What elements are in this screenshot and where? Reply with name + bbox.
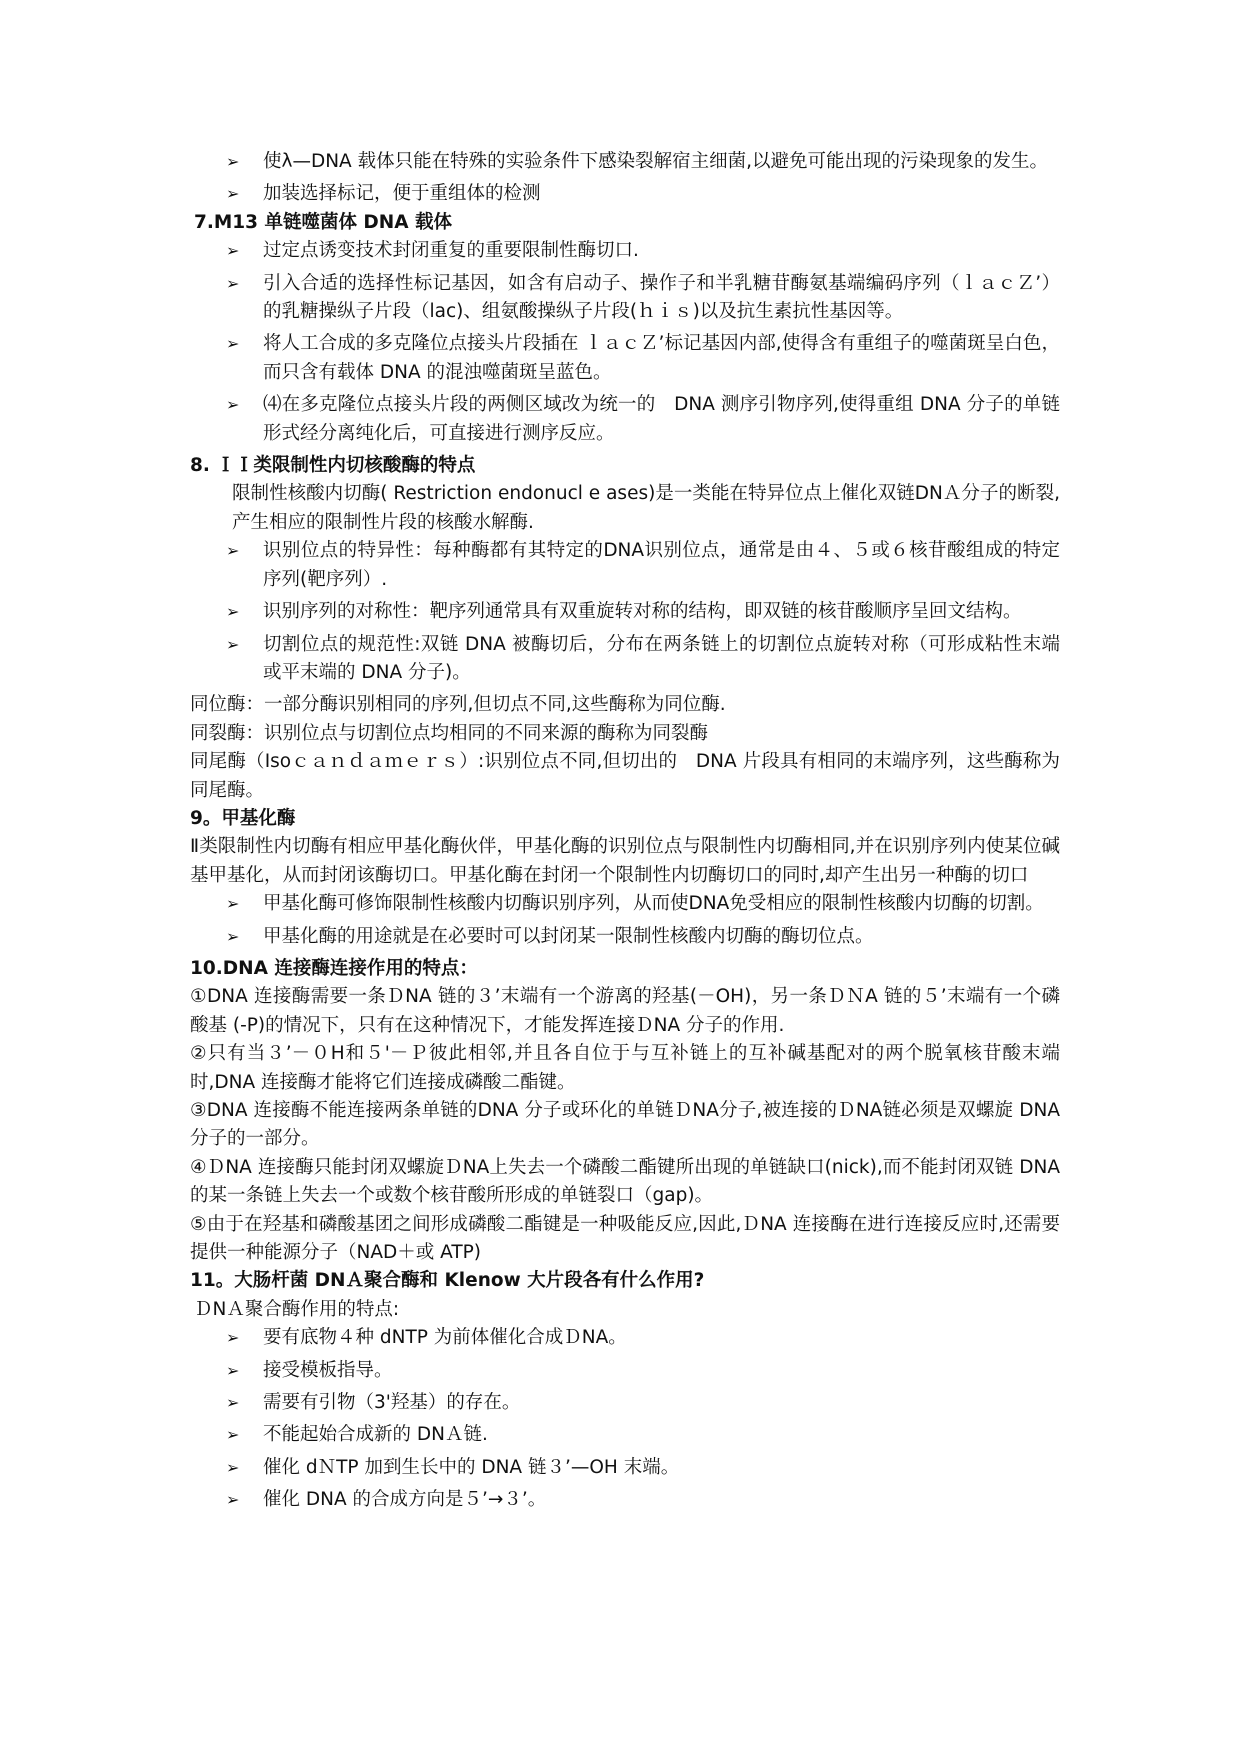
section-7-heading: 7.M13 单链噬菌体 DNA 载体: [194, 211, 453, 233]
list-item: ➢ 甲基化酶可修饰限制性核酸内切酶识别序列，从而使DNA免受相应的限制性核酸内切酶的切割。: [190, 890, 1060, 918]
section-9-intro: Ⅱ类限制性内切酶有相应甲基化酶伙伴，甲基化酶的识别位点与限制性内切酶相同,并在识别序列内使某位碱基甲基化，从而封闭该酶切口。甲基化酶在封闭一个限制性内切酶切口的同时,却产生出另一种酶的切口: [190, 836, 1060, 886]
section-11-intro: ＤNＡ聚合酶作用的特点:: [194, 1298, 400, 1320]
section-10-item: ⑤由于在羟基和磷酸基团之间形成磷酸二酯键是一种吸能反应,因此,ＤNA 连接酶在进行连接反应时,还需要提供一种能源分子（NAD＋或 ATP): [190, 1213, 1060, 1264]
section-8-heading: 8. ＩＩ类限制性内切核酸酶的特点: [190, 455, 476, 477]
definition-isozyme: 同位酶：一部分酶识别相同的序列,但切点不同,这些酶称为同位酶.: [190, 694, 726, 716]
arrow-bullet-icon: ➢: [226, 334, 240, 354]
list-item: ➢ 加装选择标记，便于重组体的检测: [190, 180, 1060, 208]
list-item: ➢ 识别序列的对称性：靶序列通常具有双重旋转对称的结构，即双链的核苷酸顺序呈回文结构。: [190, 598, 1060, 626]
arrow-bullet-icon: ➢: [226, 894, 240, 914]
arrow-bullet-icon: ➢: [226, 1360, 240, 1380]
list-item: ➢ 需要有引物（3'羟基）的存在。: [190, 1389, 1060, 1417]
section-11-list: [190, 1324, 1060, 1514]
section-10-item: ④ＤNA 连接酶只能封闭双螺旋ＤNA上失去一个磷酸二酯键所出现的单链缺口(nick),而不能封闭双链 DNA 的某一条链上失去一个或数个核苷酸所形成的单链裂口（gap)。: [190, 1156, 1060, 1207]
list-item: ➢ 催化 dＮTP 加到生长中的 DNA 链３’—OH 末端。: [190, 1454, 1060, 1482]
list-item: ➢ 识别位点的特异性：每种酶都有其特定的DNA识别位点，通常是由４、５或６核苷酸组成的特定序列(靶序列）.: [190, 537, 1060, 594]
section-10-item: ③DNA 连接酶不能连接两条单链的DNA 分子或环化的单链ＤNA分子,被连接的ＤNA链必须是双螺旋 DNA 分子的一部分。: [190, 1100, 1060, 1150]
definition-isocaudamer: 同尾酶（Isoｃａｎｄａｍｅｒｓ）:识别位点不同,但切出的 DNA 片段具有相同的末端序列，这些酶称为同尾酶。: [190, 751, 1060, 801]
arrow-bullet-icon: ➢: [226, 926, 240, 946]
list-item: ➢ 接受模板指导。: [190, 1357, 1060, 1385]
arrow-bullet-icon: ➢: [226, 1393, 240, 1413]
list-item: ➢ ⑷在多克隆位点接头片段的两侧区域改为统一的 DNA 测序引物序列,使得重组 DNA 分子的单链形式经分离纯化后，可直接进行测序反应。: [190, 391, 1060, 448]
arrow-bullet-icon: ➢: [226, 541, 240, 561]
list-item: ➢ 过定点诱变技术封闭重复的重要限制性酶切口.: [190, 237, 1060, 265]
arrow-bullet-icon: ➢: [226, 1328, 240, 1348]
arrow-bullet-icon: ➢: [226, 241, 240, 261]
arrow-bullet-icon: ➢: [226, 602, 240, 622]
document-page: [190, 148, 1060, 1519]
section-8-intro: 限制性核酸内切酶( Restriction endonucl e ases)是一类能在特异位点上催化双链DNＡ分子的断裂,产生相应的限制性片段的核酸水解酶.: [232, 483, 1060, 533]
arrow-bullet-icon: ➢: [226, 1425, 240, 1445]
arrow-bullet-icon: ➢: [226, 1457, 240, 1477]
arrow-bullet-icon: ➢: [226, 1490, 240, 1510]
section-7-list: [190, 237, 1060, 448]
arrow-bullet-icon: ➢: [226, 184, 240, 204]
section-10-item: ①DNA 连接酶需要一条ＤNA 链的３’末端有一个游离的羟基(－OH)，另一条ＤＮA 链的５’末端有一个磷酸基 (-P)的情况下，只有在这种情况下，才能发挥连接ＤNA 分子的作用.: [190, 986, 1060, 1036]
list-item: ➢ 不能起始合成新的 DNＡ链.: [190, 1421, 1060, 1449]
section-8-list: [190, 537, 1060, 687]
list-item: ➢ 切割位点的规范性:双链 DNA 被酶切后，分布在两条链上的切割位点旋转对称（可形成粘性末端或平末端的 DNA 分子)。: [190, 631, 1060, 688]
section-11-heading: 11。大肠杆菌 DNＡ聚合酶和 Klenow 大片段各有什么作用?: [190, 1270, 705, 1292]
list-item: ➢ 引入合适的选择性标记基因，如含有启动子、操作子和半乳糖苷酶氨基端编码序列（ｌａｃＺ’）的乳糖操纵子片段（lac)、组氨酸操纵子片段(ｈｉｓ)以及抗生素抗性基因等。: [190, 270, 1060, 327]
list-item: ➢ 催化 DNA 的合成方向是５’→３’。: [190, 1486, 1060, 1514]
section-10-item: ②只有当３’－０H和５'－Ｐ彼此相邻,并且各自位于与互补链上的互补碱基配对的两个脱氧核苷酸末端时,DNA 连接酶才能将它们连接成磷酸二酯键。: [190, 1043, 1060, 1093]
list-item: ➢ 使λ—DNA 载体只能在特殊的实验条件下感染裂解宿主细菌,以避免可能出现的污染现象的发生。: [190, 148, 1060, 176]
list-item: ➢ 甲基化酶的用途就是在必要时可以封闭某一限制性核酸内切酶的酶切位点。: [190, 923, 1060, 951]
arrow-bullet-icon: ➢: [226, 273, 240, 293]
arrow-bullet-icon: ➢: [226, 634, 240, 654]
arrow-bullet-icon: ➢: [226, 395, 240, 415]
section-10-heading: 10.DNA 连接酶连接作用的特点：: [190, 957, 478, 979]
arrow-bullet-icon: ➢: [226, 152, 240, 171]
list-item: ➢ 将人工合成的多克隆位点接头片段插在 ｌａｃＺ’标记基因内部,使得含有重组子的噬菌斑呈白色，而只含有载体 DNA 的混浊噬菌斑呈蓝色。: [190, 330, 1060, 387]
list-item: ➢ 要有底物４种 dNTP 为前体催化合成ＤNA。: [190, 1324, 1060, 1352]
definition-isoschizomer: 同裂酶：识别位点与切割位点均相同的不同来源的酶称为同裂酶: [190, 722, 709, 744]
section-9-heading: 9。甲基化酶: [190, 807, 296, 829]
section-9-list: [190, 890, 1060, 951]
list-top: [190, 148, 1060, 209]
